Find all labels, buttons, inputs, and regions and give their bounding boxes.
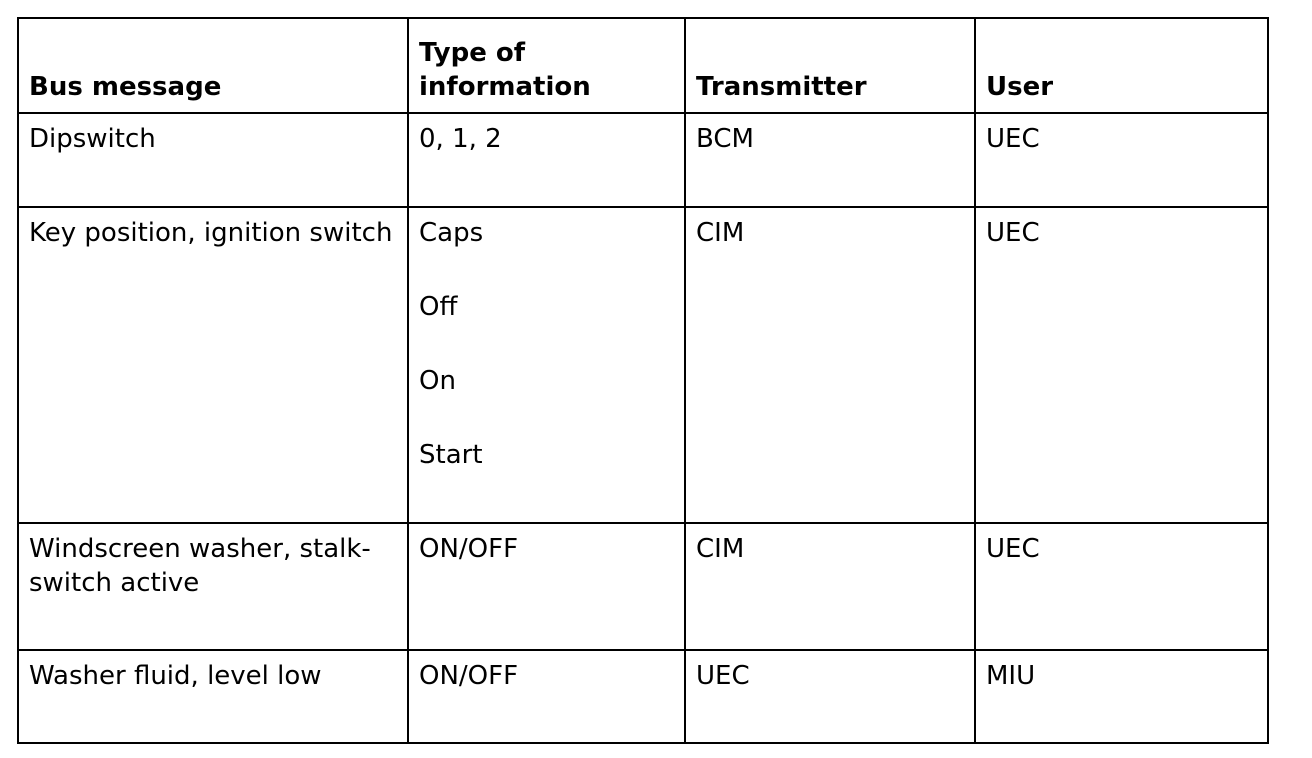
- cell-user: MIU: [975, 650, 1268, 743]
- info-value: On: [419, 366, 456, 396]
- cell-type-of-information: [408, 113, 685, 207]
- cell-bus-message: Windscreen washer, stalk-switch active: [18, 523, 408, 650]
- table-row: [18, 523, 1268, 650]
- cell-transmitter: BCM: [685, 113, 975, 207]
- info-value: Off: [419, 292, 458, 322]
- cell-type-of-information: [408, 650, 685, 743]
- header-user: User: [975, 18, 1268, 113]
- cell-user: UEC: [975, 523, 1268, 650]
- cell-transmitter: CIM: [685, 523, 975, 650]
- cell-bus-message: Washer fluid, level low: [18, 650, 408, 743]
- header-type-of-information: Type of information: [408, 18, 685, 113]
- info-value: 0, 1, 2: [419, 124, 502, 154]
- cell-user: UEC: [975, 207, 1268, 523]
- cell-type-of-information: [408, 207, 685, 523]
- info-value: Start: [419, 440, 483, 470]
- info-value: ON/OFF: [419, 661, 519, 691]
- table-row: [18, 650, 1268, 743]
- info-value: Caps: [419, 218, 484, 248]
- cell-transmitter: CIM: [685, 207, 975, 523]
- table-row: [18, 113, 1268, 207]
- cell-user: UEC: [975, 113, 1268, 207]
- table-header-row: [18, 18, 1268, 113]
- cell-bus-message: Key position, ignition switch: [18, 207, 408, 523]
- cell-bus-message: Dipswitch: [18, 113, 408, 207]
- header-transmitter: Transmitter: [685, 18, 975, 113]
- cell-transmitter: UEC: [685, 650, 975, 743]
- header-bus-message: Bus message: [18, 18, 408, 113]
- info-value: ON/OFF: [419, 534, 519, 564]
- table-row: [18, 207, 1268, 523]
- cell-type-of-information: [408, 523, 685, 650]
- bus-message-table: [17, 17, 1269, 744]
